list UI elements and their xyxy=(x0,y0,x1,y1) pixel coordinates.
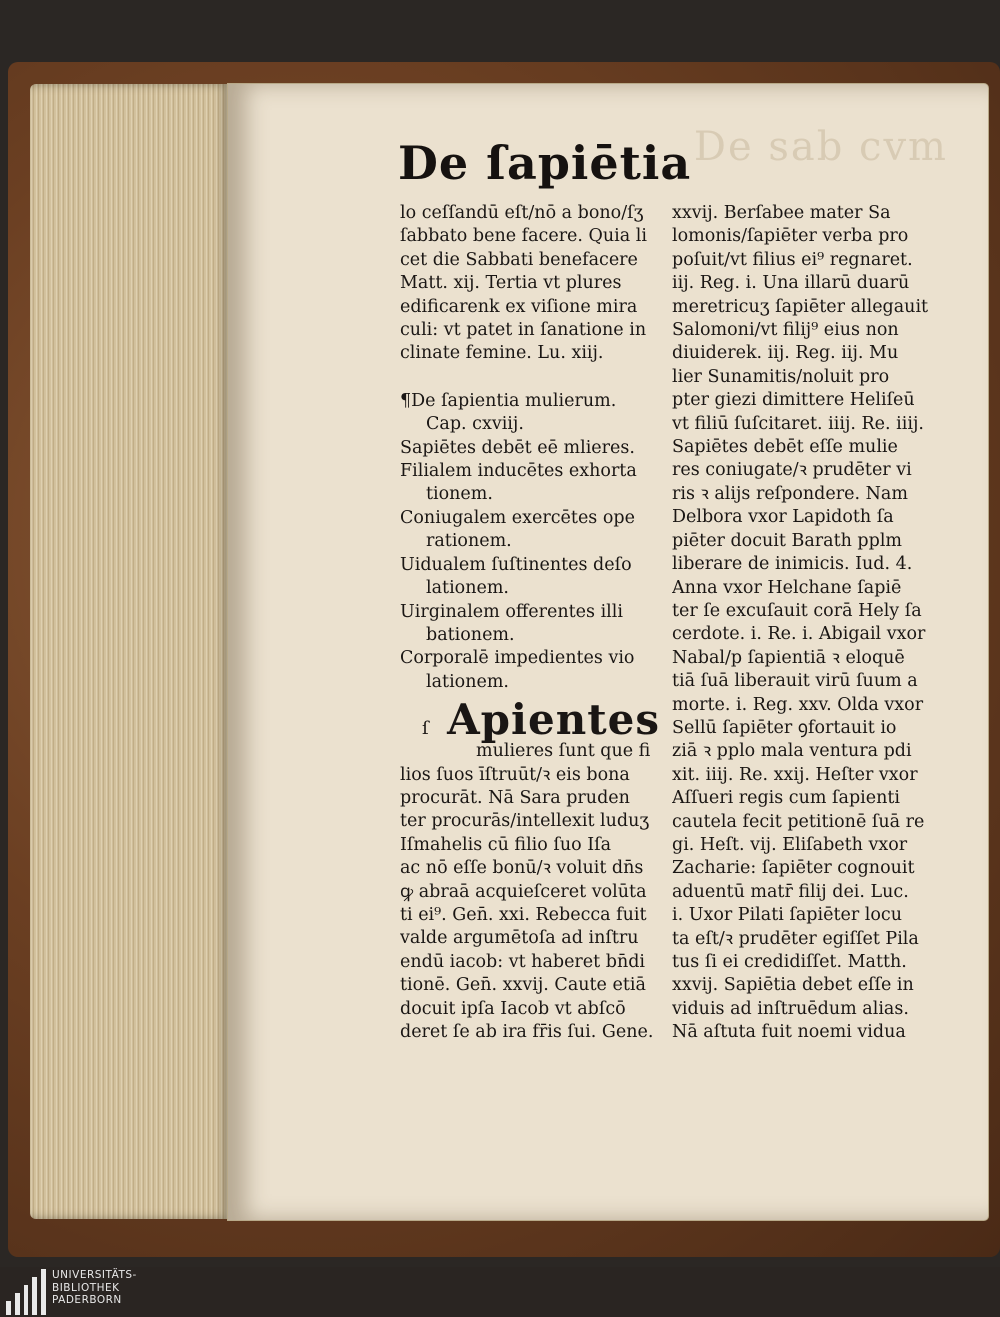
text-line: ziā ꝛ pplo mala ventura pdi xyxy=(672,741,912,762)
text-line: cerdote. i. Re. i. Abigail vxor xyxy=(672,624,926,645)
text-line: lomonis/ſapiēter verba pro xyxy=(672,226,909,247)
text-line: xit. iiij. Re. xxij. Heſter vxor xyxy=(672,764,918,785)
text-line: xxvij. Sapiētia debet eſſe in xyxy=(672,975,914,996)
text-line: clinate femine. Lu. xiij. xyxy=(400,343,604,364)
text-line: piēter docuit Barath pplm xyxy=(672,530,903,551)
text-line: ta eſt/ꝛ prudēter egiſſet Pila xyxy=(672,928,919,949)
body-line: mulieres ſunt que fi xyxy=(476,741,651,762)
body-line: docuit ipſa Iacob vt abſcō xyxy=(400,998,626,1019)
list-line: lationem. xyxy=(426,671,509,692)
body-line: ti ei⁹. Gen̄. xxi. Rebecca fuit xyxy=(400,904,647,925)
text-line: morte. i. Reg. xxv. Olda vxor xyxy=(672,694,924,715)
body-line: ter procurās/intellexit luduʒ xyxy=(400,811,650,832)
text-line: pter giezi dimittere Heliſeū xyxy=(672,390,915,411)
list-line: Filialem inducētes exhorta xyxy=(400,461,637,482)
text-line: i. Uxor Pilati ſapiēter locu xyxy=(672,905,902,926)
library-logo-icon xyxy=(6,1269,46,1315)
body-line: procurāt. Nā Sara pruden xyxy=(400,787,630,808)
initial-guide-letter: ſ xyxy=(422,717,429,739)
text-line: Sellū ſapiēter ꝯfortauit io xyxy=(672,717,897,738)
list-line: tionem. xyxy=(426,484,493,505)
text-line: ter ſe excuſauit corā Hely ſa xyxy=(672,600,922,621)
text-line: Delbora vxor Lapidoth ſa xyxy=(672,507,894,528)
list-line: lationem. xyxy=(426,578,509,599)
body-line: ac nō eſſe bonū/ꝛ voluit dn̄s xyxy=(400,858,644,879)
body-line: valde argumētoſa ad inſtru xyxy=(400,928,639,949)
bleed-through-text: De sab cvm xyxy=(693,124,948,170)
text-line: tus ſi ei credidiſſet. Matth. xyxy=(672,952,907,972)
text-line: cautela fecit petitionē ſuā re xyxy=(672,811,925,832)
logo-line: UNIVERSITÄTS- xyxy=(52,1269,137,1281)
book-page xyxy=(228,84,988,1220)
list-line: Sapiētes debēt eē mlieres. xyxy=(400,437,635,458)
text-line: culi: vt patet in ſanatione in xyxy=(400,320,647,341)
text-line: Anna vxor Helchane ſapiē xyxy=(672,577,902,598)
logo-line: BIBLIOTHEK xyxy=(52,1281,120,1294)
body-line: ꝙ abraā acquieſceret volūta xyxy=(400,881,647,902)
text-line: xxvij. Berſabee mater Sa xyxy=(672,203,891,223)
text-line: diuiderek. iij. Reg. iij. Mu xyxy=(672,343,899,364)
body-line: deret ſe ab ira fr̄is ſui. Gene. xyxy=(400,1022,654,1042)
text-line: lier Sunamitis/noluit pro xyxy=(672,366,890,387)
text-line: viduis ad inſtruēdum alias. xyxy=(672,998,909,1019)
text-line: liberare de inimicis. Iud. 4. xyxy=(672,554,913,575)
initial-word: Apientes xyxy=(447,695,660,745)
text-line: aduentū matr̄ filij dei. Luc. xyxy=(672,881,909,902)
text-line: gi. Heſt. vij. Eliſabeth vxor xyxy=(672,834,908,855)
body-line: tionē. Gen̄. xxvij. Caute etiā xyxy=(400,975,646,996)
text-line: edificarenk ex viſione mira xyxy=(400,296,638,317)
chapter-number: Cap. cxviij. xyxy=(426,414,524,435)
list-line: bationem. xyxy=(426,624,515,645)
text-line: ris ꝛ alijs reſpondere. Nam xyxy=(672,483,908,504)
text-line: iij. Reg. i. Una illarū duarū xyxy=(672,273,910,294)
list-line: rationem. xyxy=(426,531,512,552)
text-line: Zacharie: ſapiēter cognouit xyxy=(672,858,915,879)
list-line: Corporalē impedientes vio xyxy=(400,648,635,669)
text-line: poſuit/vt filius ei⁹ regnaret. xyxy=(672,249,913,270)
text-line: Nā aſtuta fuit noemi vidua xyxy=(672,1022,906,1043)
text-line: vt filiū ſuſcitaret. iiij. Re. iiij. xyxy=(672,413,924,434)
running-heading: De ſapiētia xyxy=(398,136,692,190)
text-line: ſabbato bene facere. Quia li xyxy=(400,226,647,247)
text-line: lo ceſſandū eſt/nō a bono/ſʒ xyxy=(400,203,644,223)
text-line: tiā ſuā liberauit virū ſuum a xyxy=(672,671,918,692)
list-line: Uirginalem offerentes illi xyxy=(400,601,623,622)
text-line: meretricuʒ ſapiēter allegauit xyxy=(672,296,929,317)
list-line: Coniugalem exercētes ope xyxy=(400,507,635,528)
text-line: Aſſueri regis cum ſapienti xyxy=(672,788,901,809)
text-line: Nabal/p ſapientiā ꝛ eloquē xyxy=(672,647,905,668)
library-logo-text xyxy=(52,1269,137,1307)
list-line: Uidualem ſuſtinentes deſo xyxy=(400,554,632,575)
body-line: Iſmahelis cū filio ſuo Iſa xyxy=(400,834,612,855)
body-line: endū iacob: vt haberet bn̄di xyxy=(400,951,646,972)
text-line: res coniugate/ꝛ prudēter vi xyxy=(672,460,912,481)
text-line: Sapiētes debēt eſſe mulie xyxy=(672,437,898,458)
chapter-title: ¶De ſapientia mulierum. xyxy=(400,390,617,411)
text-line: Salomoni/vt filij⁹ eius non xyxy=(672,320,899,341)
text-line: Matt. xij. Tertia vt plures xyxy=(400,273,622,294)
page-edges xyxy=(30,84,230,1219)
right-column xyxy=(672,202,934,1045)
body-line: lios ſuos īſtruūt/ꝛ eis bona xyxy=(400,764,630,785)
text-line: cet die Sabbati benefacere xyxy=(400,249,638,270)
logo-line: PADERBORN xyxy=(52,1294,122,1306)
initial-row xyxy=(400,695,660,745)
footer-bar xyxy=(0,1267,1000,1317)
left-column xyxy=(400,202,660,1044)
